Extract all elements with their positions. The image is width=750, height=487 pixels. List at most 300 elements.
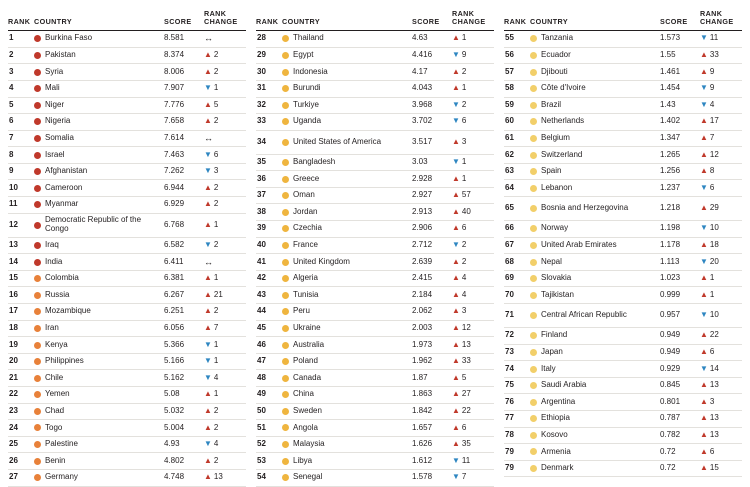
row-score: 6.944 xyxy=(164,180,204,197)
tier-dot-icon xyxy=(34,135,41,142)
row-rank: 1 xyxy=(8,31,34,48)
arrow-up-icon: ▲ xyxy=(700,149,708,159)
row-rank-change xyxy=(204,31,246,48)
row-score: 2.415 xyxy=(412,270,452,287)
row-country-name: Argentina xyxy=(541,396,576,406)
tier-dot-icon xyxy=(34,152,41,159)
row-rank: 34 xyxy=(256,130,282,154)
table-row xyxy=(8,320,246,337)
row-rank-change xyxy=(700,47,742,64)
row-score: 1.863 xyxy=(412,387,452,404)
tier-dot-icon xyxy=(282,69,289,76)
row-rank-change xyxy=(204,436,246,453)
row-country xyxy=(34,320,164,337)
row-country-name: Canada xyxy=(293,372,322,382)
row-country xyxy=(530,97,660,114)
row-country-name: Finland xyxy=(541,330,568,340)
row-rank-change xyxy=(204,213,246,237)
tier-dot-icon xyxy=(282,474,289,481)
row-country-name: Poland xyxy=(293,356,318,366)
row-rank-change-value: 2 xyxy=(461,239,467,249)
row-score: 2.062 xyxy=(412,304,452,321)
tier-dot-icon xyxy=(530,275,537,282)
tier-dot-icon xyxy=(34,185,41,192)
row-rank-change-value: 4 xyxy=(461,289,467,299)
tier-dot-icon xyxy=(530,69,537,76)
tier-dot-icon xyxy=(34,275,41,282)
arrow-up-icon: ▲ xyxy=(700,273,708,283)
row-score: 1.461 xyxy=(660,64,700,81)
arrow-up-icon: ▲ xyxy=(452,356,460,366)
tier-dot-icon xyxy=(282,139,289,146)
tier-dot-icon xyxy=(282,308,289,315)
table-row xyxy=(8,114,246,131)
row-rank-change-value: 20 xyxy=(709,256,719,266)
table-row xyxy=(256,370,494,387)
row-rank-change xyxy=(700,237,742,254)
row-country xyxy=(282,154,412,171)
row-rank-change-value: 22 xyxy=(461,405,471,415)
row-rank-change xyxy=(452,370,494,387)
row-country-name: Norway xyxy=(541,223,569,233)
row-country xyxy=(282,237,412,254)
table-row xyxy=(256,31,494,48)
row-country xyxy=(34,213,164,237)
row-country-name: Colombia xyxy=(45,273,79,283)
tier-dot-icon xyxy=(282,342,289,349)
arrow-up-icon: ▲ xyxy=(204,199,212,209)
tier-dot-icon xyxy=(530,448,537,455)
table-row xyxy=(8,337,246,354)
arrow-up-icon: ▲ xyxy=(700,380,708,390)
row-rank-change-value: 15 xyxy=(709,463,719,473)
arrow-up-icon: ▲ xyxy=(452,439,460,449)
table-row xyxy=(256,171,494,188)
row-score: 1.842 xyxy=(412,403,452,420)
row-rank-change-value: 7 xyxy=(213,322,219,332)
tier-dot-icon xyxy=(282,118,289,125)
row-rank: 26 xyxy=(8,453,34,470)
header-rank-change: RANK CHANGE xyxy=(452,10,494,31)
arrow-down-icon: ▼ xyxy=(700,256,708,266)
row-country-name: Chile xyxy=(45,372,64,382)
tier-dot-icon xyxy=(282,209,289,216)
row-score: 0.782 xyxy=(660,427,700,444)
row-country xyxy=(282,403,412,420)
row-rank-change xyxy=(700,197,742,221)
row-rank: 15 xyxy=(8,270,34,287)
row-rank: 64 xyxy=(504,180,530,197)
tier-dot-icon xyxy=(282,225,289,232)
row-country-name: Myanmar xyxy=(45,199,79,209)
row-country-name: Libya xyxy=(293,455,313,465)
row-rank-change-value: 3 xyxy=(461,306,467,316)
row-country xyxy=(282,187,412,204)
row-country xyxy=(282,337,412,354)
row-country-name: Yemen xyxy=(45,389,70,399)
row-rank: 76 xyxy=(504,394,530,411)
row-country xyxy=(34,420,164,437)
table-row xyxy=(504,361,742,378)
row-rank-change-value: 10 xyxy=(709,310,719,320)
row-rank-change xyxy=(204,47,246,64)
row-country-name: India xyxy=(45,256,63,266)
row-rank-change-value: 4 xyxy=(213,372,219,382)
row-country xyxy=(34,337,164,354)
row-country-name: Netherlands xyxy=(541,116,585,126)
arrow-up-icon: ▲ xyxy=(700,289,708,299)
row-country-name: Egypt xyxy=(293,50,314,60)
row-rank: 69 xyxy=(504,270,530,287)
row-score: 7.262 xyxy=(164,163,204,180)
arrow-up-icon: ▲ xyxy=(452,273,460,283)
table-row xyxy=(504,270,742,287)
row-rank-change xyxy=(700,147,742,164)
row-rank: 58 xyxy=(504,80,530,97)
row-rank-change xyxy=(204,370,246,387)
table-row xyxy=(256,221,494,238)
tier-dot-icon xyxy=(282,391,289,398)
table-row xyxy=(8,270,246,287)
row-rank-change xyxy=(204,287,246,304)
tier-dot-icon xyxy=(34,69,41,76)
arrow-down-icon: ▼ xyxy=(204,239,212,249)
header-rank-change: RANK CHANGE xyxy=(700,10,742,31)
tier-dot-icon xyxy=(530,399,537,406)
row-country xyxy=(34,304,164,321)
row-country-name: Tunisia xyxy=(293,289,319,299)
tier-dot-icon xyxy=(34,424,41,431)
row-country xyxy=(282,436,412,453)
row-rank-change-value: 9 xyxy=(709,83,715,93)
row-rank: 18 xyxy=(8,320,34,337)
tier-dot-icon xyxy=(530,185,537,192)
row-country-name: Indonesia xyxy=(293,66,328,76)
arrow-up-icon: ▲ xyxy=(700,66,708,76)
table-row xyxy=(504,180,742,197)
row-country-name: China xyxy=(293,389,314,399)
row-country xyxy=(282,370,412,387)
row-rank-change xyxy=(452,270,494,287)
row-score: 7.907 xyxy=(164,80,204,97)
tier-dot-icon xyxy=(530,292,537,299)
row-score: 7.463 xyxy=(164,147,204,164)
row-country-name: Tanzania xyxy=(541,33,574,43)
table-row xyxy=(8,80,246,97)
row-rank-change-value: 1 xyxy=(709,273,715,283)
row-country xyxy=(34,237,164,254)
row-rank-change xyxy=(452,387,494,404)
row-rank: 19 xyxy=(8,337,34,354)
arrow-down-icon: ▼ xyxy=(204,339,212,349)
row-score: 3.702 xyxy=(412,114,452,131)
row-country xyxy=(34,130,164,147)
arrow-up-icon: ▲ xyxy=(452,339,460,349)
row-rank-change-value: 3 xyxy=(213,166,219,176)
row-country-name: Sweden xyxy=(293,405,322,415)
row-score: 1.113 xyxy=(660,254,700,271)
row-country xyxy=(530,130,660,147)
arrow-down-icon: ▼ xyxy=(700,83,708,93)
table-row xyxy=(256,80,494,97)
row-country xyxy=(282,387,412,404)
row-rank-change-value: 12 xyxy=(709,149,719,159)
row-rank: 12 xyxy=(8,213,34,237)
row-country xyxy=(34,469,164,486)
header-score: SCORE xyxy=(412,10,452,31)
tier-dot-icon xyxy=(282,275,289,282)
table-row xyxy=(504,304,742,328)
row-rank-change xyxy=(700,31,742,48)
row-country xyxy=(530,180,660,197)
row-score: 4.043 xyxy=(412,80,452,97)
row-rank-change xyxy=(204,254,246,271)
row-score: 1.347 xyxy=(660,130,700,147)
row-rank-change xyxy=(452,420,494,437)
row-rank-change xyxy=(452,97,494,114)
tier-dot-icon xyxy=(282,408,289,415)
row-country-name: Switzerland xyxy=(541,149,583,159)
row-score: 0.845 xyxy=(660,377,700,394)
tier-dot-icon xyxy=(530,382,537,389)
arrow-up-icon: ▲ xyxy=(452,173,460,183)
arrow-up-icon: ▲ xyxy=(700,203,708,213)
table-row xyxy=(256,320,494,337)
row-score: 2.913 xyxy=(412,204,452,221)
table-row xyxy=(504,163,742,180)
row-country-name: Togo xyxy=(45,422,63,432)
table-row xyxy=(504,31,742,48)
tier-dot-icon xyxy=(282,52,289,59)
row-country xyxy=(530,287,660,304)
ranking-column xyxy=(8,9,246,482)
row-score: 1.265 xyxy=(660,147,700,164)
row-score: 2.003 xyxy=(412,320,452,337)
row-rank: 10 xyxy=(8,180,34,197)
tier-dot-icon xyxy=(34,201,41,208)
table-row xyxy=(256,254,494,271)
row-rank: 77 xyxy=(504,411,530,428)
header-score: SCORE xyxy=(660,10,700,31)
table-row xyxy=(256,287,494,304)
table-row xyxy=(256,270,494,287)
table-row xyxy=(504,460,742,477)
row-rank-change-value: 33 xyxy=(709,50,719,60)
row-rank-change-value: 5 xyxy=(461,372,467,382)
row-rank-change-value: 4 xyxy=(709,99,715,109)
row-country-name: Syria xyxy=(45,66,64,76)
row-score: 0.949 xyxy=(660,344,700,361)
row-rank-change-value: 1 xyxy=(709,289,715,299)
row-country xyxy=(530,114,660,131)
table-row xyxy=(256,64,494,81)
tier-dot-icon xyxy=(34,242,41,249)
arrow-down-icon: ▼ xyxy=(452,50,460,60)
row-score: 2.639 xyxy=(412,254,452,271)
table-row xyxy=(504,221,742,238)
row-country-name: Côte d'Ivoire xyxy=(541,83,586,93)
row-rank-change xyxy=(700,270,742,287)
row-rank-change-value: 1 xyxy=(213,219,219,229)
row-country-name: Czechia xyxy=(293,223,322,233)
row-rank-change xyxy=(204,270,246,287)
row-rank-change xyxy=(452,204,494,221)
row-rank: 79 xyxy=(504,460,530,477)
tier-dot-icon xyxy=(530,52,537,59)
row-rank: 53 xyxy=(256,453,282,470)
row-rank: 62 xyxy=(504,147,530,164)
row-country-name: Bangladesh xyxy=(293,157,336,166)
table-row xyxy=(8,254,246,271)
tier-dot-icon xyxy=(34,35,41,42)
tier-dot-icon xyxy=(530,312,537,319)
row-rank-change-value: 2 xyxy=(213,422,219,432)
row-country xyxy=(282,221,412,238)
tier-dot-icon xyxy=(530,152,537,159)
arrow-down-icon: ▼ xyxy=(700,182,708,192)
tier-dot-icon xyxy=(282,441,289,448)
row-rank-change xyxy=(204,130,246,147)
tier-dot-icon xyxy=(34,358,41,365)
row-rank-change xyxy=(204,387,246,404)
row-rank: 39 xyxy=(256,221,282,238)
row-rank-change xyxy=(452,320,494,337)
row-country xyxy=(282,204,412,221)
arrow-up-icon: ▲ xyxy=(452,33,460,43)
row-score: 1.218 xyxy=(660,197,700,221)
row-country-name: Djibouti xyxy=(541,66,568,76)
arrow-up-icon: ▲ xyxy=(700,429,708,439)
row-rank: 22 xyxy=(8,387,34,404)
row-rank-change-value: 2 xyxy=(213,116,219,126)
row-rank-change-value: 5 xyxy=(213,99,219,109)
row-country xyxy=(34,197,164,214)
row-rank-change-value: 13 xyxy=(709,380,719,390)
arrow-up-icon: ▲ xyxy=(204,182,212,192)
row-rank-change-value: 13 xyxy=(461,339,471,349)
arrow-up-icon: ▲ xyxy=(700,166,708,176)
tier-dot-icon xyxy=(530,465,537,472)
row-rank-change-value: 2 xyxy=(461,256,467,266)
arrow-down-icon: ▼ xyxy=(204,372,212,382)
tier-dot-icon xyxy=(282,85,289,92)
tier-dot-icon xyxy=(282,259,289,266)
row-score: 3.03 xyxy=(412,154,452,171)
row-rank-change-value: 2 xyxy=(213,405,219,415)
row-rank-change-value: 6 xyxy=(709,346,715,356)
table-row xyxy=(8,213,246,237)
table-row xyxy=(504,344,742,361)
row-country-name: Niger xyxy=(45,99,65,109)
row-country xyxy=(34,370,164,387)
arrow-up-icon: ▲ xyxy=(700,446,708,456)
arrow-up-icon: ▲ xyxy=(452,136,460,146)
arrow-up-icon: ▲ xyxy=(204,405,212,415)
row-rank: 20 xyxy=(8,353,34,370)
arrow-up-icon: ▲ xyxy=(452,223,460,233)
row-country-name: Central African Republic xyxy=(541,310,627,320)
table-row xyxy=(8,420,246,437)
arrow-up-icon: ▲ xyxy=(204,66,212,76)
row-rank: 30 xyxy=(256,64,282,81)
tier-dot-icon xyxy=(282,159,289,166)
row-rank-change xyxy=(452,114,494,131)
row-rank-change xyxy=(700,304,742,328)
table-row xyxy=(256,97,494,114)
table-row xyxy=(504,377,742,394)
arrow-down-icon: ▼ xyxy=(700,33,708,43)
row-rank: 5 xyxy=(8,97,34,114)
row-rank-change xyxy=(204,420,246,437)
row-rank-change xyxy=(452,237,494,254)
row-country xyxy=(282,31,412,48)
table-row xyxy=(256,47,494,64)
row-score: 5.004 xyxy=(164,420,204,437)
row-country xyxy=(530,237,660,254)
arrow-up-icon: ▲ xyxy=(700,413,708,423)
row-rank: 46 xyxy=(256,337,282,354)
tier-dot-icon xyxy=(282,192,289,199)
row-country xyxy=(34,270,164,287)
row-score: 1.962 xyxy=(412,353,452,370)
row-country xyxy=(530,197,660,221)
row-rank-change-value: 2 xyxy=(213,66,219,76)
table-row xyxy=(8,353,246,370)
tier-dot-icon xyxy=(34,102,41,109)
row-score: 1.626 xyxy=(412,436,452,453)
table-row xyxy=(504,47,742,64)
row-score: 3.517 xyxy=(412,130,452,154)
row-score: 7.658 xyxy=(164,114,204,131)
tier-dot-icon xyxy=(530,225,537,232)
table-row xyxy=(8,287,246,304)
tier-dot-icon xyxy=(34,325,41,332)
row-country xyxy=(530,80,660,97)
row-rank-change-value: 33 xyxy=(461,356,471,366)
row-country xyxy=(282,130,412,154)
row-score: 1.402 xyxy=(660,114,700,131)
row-country-name: Lebanon xyxy=(541,182,573,192)
row-country-name: Ethiopia xyxy=(541,413,570,423)
row-rank: 72 xyxy=(504,328,530,345)
row-rank-change-value: 35 xyxy=(461,439,471,449)
row-rank-change-value: 2 xyxy=(213,455,219,465)
row-rank: 8 xyxy=(8,147,34,164)
row-rank: 36 xyxy=(256,171,282,188)
row-rank-change-value: 7 xyxy=(709,133,715,142)
row-rank-change xyxy=(700,163,742,180)
tier-dot-icon xyxy=(34,222,41,229)
row-score: 1.454 xyxy=(660,80,700,97)
arrow-up-icon: ▲ xyxy=(452,66,460,76)
row-rank-change-value: 1 xyxy=(213,389,219,399)
table-row xyxy=(8,304,246,321)
row-rank-change-value: 14 xyxy=(709,363,719,373)
row-country xyxy=(530,221,660,238)
table-row xyxy=(256,436,494,453)
row-rank-change xyxy=(700,221,742,238)
row-rank: 29 xyxy=(256,47,282,64)
row-country-name: Denmark xyxy=(541,463,574,473)
header-rank: RANK xyxy=(8,10,34,31)
tier-dot-icon xyxy=(34,118,41,125)
row-rank: 71 xyxy=(504,304,530,328)
row-score: 2.928 xyxy=(412,171,452,188)
row-country-name: Israel xyxy=(45,149,65,159)
row-rank-change xyxy=(204,163,246,180)
header-score: SCORE xyxy=(164,10,204,31)
row-rank-change-value: 2 xyxy=(461,99,467,109)
